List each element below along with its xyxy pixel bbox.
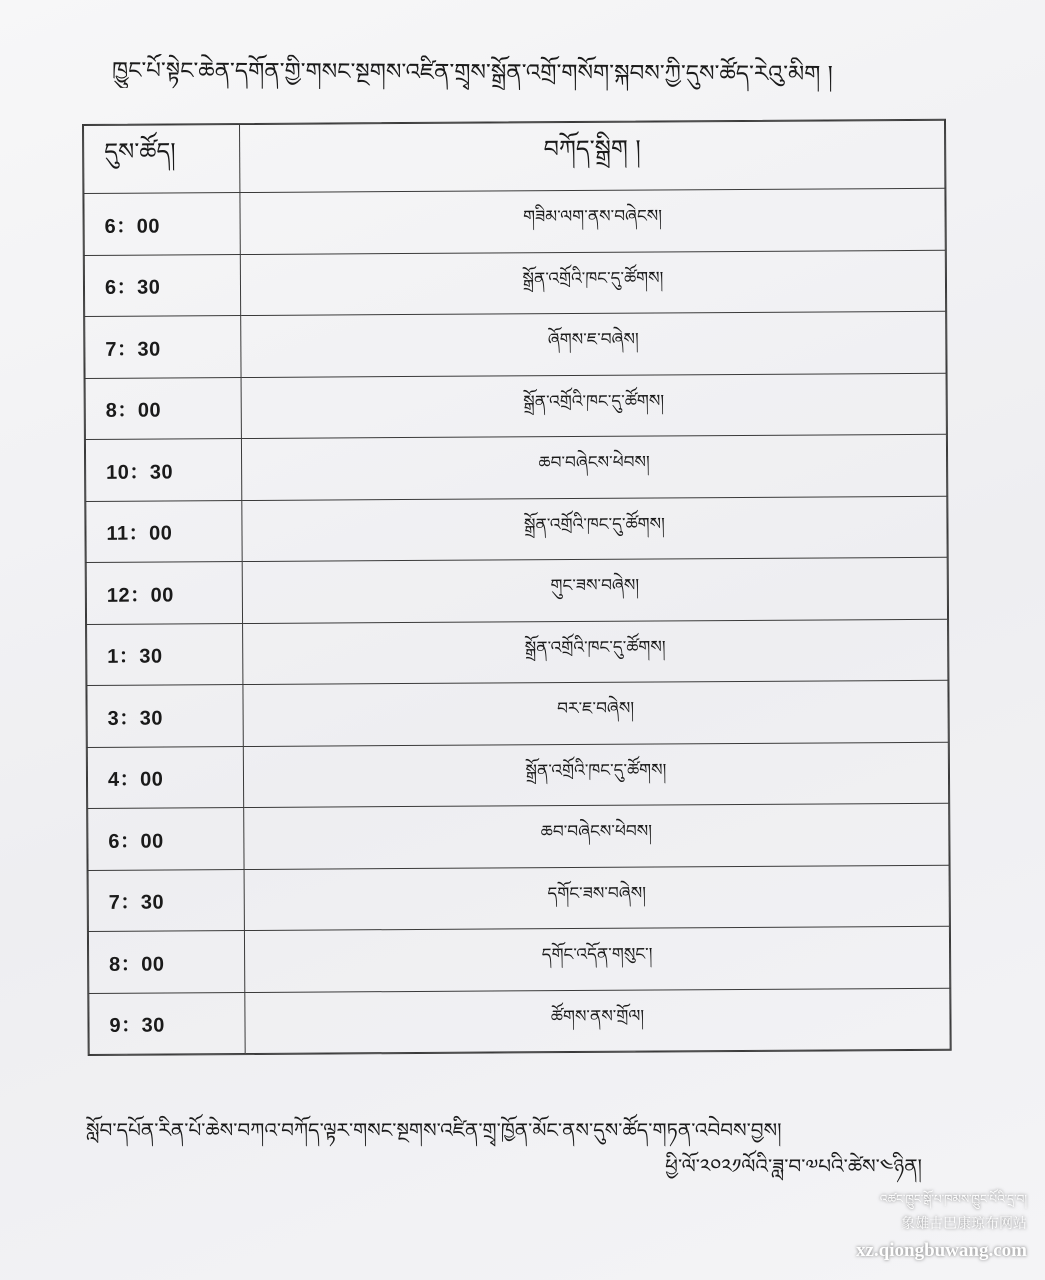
- activity-cell: ཞོགས་ཇ་བཞེས།: [241, 311, 946, 377]
- time-cell: 10：30: [85, 439, 241, 501]
- table-row: [87, 742, 948, 809]
- watermark-chinese-text: 象雄古巴康琼布网站: [901, 1216, 1027, 1232]
- time-cell: 12：00: [86, 562, 242, 624]
- table-row: [86, 496, 947, 563]
- time-cell: 11：00: [86, 500, 242, 562]
- table-row: [85, 373, 946, 440]
- activity-cell: སྒྲོན་འགྲོའི་ཁང་དུ་ཚོགས།: [243, 619, 948, 685]
- time-column-header: དུས་ཚོད།: [84, 125, 240, 194]
- time-cell: 8：00: [88, 931, 244, 993]
- table-row: [89, 988, 950, 1055]
- table-row: [84, 250, 945, 317]
- table-row: [87, 680, 948, 747]
- activity-cell: བར་ཇ་བཞེས།: [243, 680, 948, 746]
- activity-cell: སྒྲོན་འགྲོའི་ཁང་དུ་ཚོགས།: [240, 250, 945, 316]
- time-cell: 7：30: [88, 869, 244, 931]
- activity-cell: ཆབ་བཞེངས་ཕེབས།: [241, 434, 946, 500]
- activity-cell: དགོང་ཟས་བཞེས།: [244, 865, 949, 931]
- activity-cell: སྒྲོན་འགྲོའི་ཁང་དུ་ཚོགས།: [243, 742, 948, 808]
- table-header-row: [84, 120, 945, 193]
- document-title: ཁྱུང་པོ་སྟེང་ཆེན་དགོན་གྱི་གསང་སྔགས་འཛིན་གྲྭས་སྒྲོན་འགྲོ་གསོག་སྐབས་ཀྱི་དུས་ཚོད་རེའུ་མིག །: [111, 57, 833, 88]
- time-cell: 8：00: [85, 377, 241, 439]
- website-watermark: [787, 1190, 1027, 1264]
- time-cell: 7：30: [85, 316, 241, 378]
- footer-date: ཕྱི་ལོ་༢༠༢༡ལོའི་ཟླ་བ་༧པའི་ཚེས་༤ཉིན།: [665, 1154, 922, 1178]
- table-row: [84, 188, 945, 255]
- footer-note: [86, 1112, 936, 1184]
- activity-cell: དགོང་འདོན་གསུང་།: [244, 926, 949, 992]
- table-row: [85, 311, 946, 378]
- time-cell: 9：30: [89, 992, 245, 1054]
- table-row: [86, 557, 947, 624]
- schedule-table: [82, 119, 952, 1056]
- table-row: [85, 434, 946, 501]
- time-cell: 6：00: [88, 808, 244, 870]
- table-row: [88, 926, 949, 993]
- time-cell: 6：30: [84, 254, 240, 316]
- activity-cell: ཚོགས་ནས་གྲོལ།: [245, 988, 950, 1054]
- activity-cell: སྒྲོན་འགྲོའི་ཁང་དུ་ཚོགས།: [242, 496, 947, 562]
- time-cell: 1：30: [87, 623, 243, 685]
- footer-statement: སློབ་དཔོན་རིན་པོ་ཆེས་བཀའ་བཀོད་ལྟར་གསང་སྔགས་འཛིན་གྲྭ་ཁྱོན་མོང་ནས་དུས་ཚོད་གཏན་འབེབས་བྱས།: [86, 1118, 782, 1142]
- activity-cell: ཆབ་བཞེངས་ཕེབས།: [244, 803, 949, 869]
- activity-column-header: བཀོད་སྒྲིག །: [240, 120, 945, 192]
- watermark-url: xz.qiongbuwang.com: [855, 1240, 1027, 1261]
- activity-cell: སྒྲོན་འགྲོའི་ཁང་དུ་ཚོགས།: [241, 373, 946, 439]
- activity-cell: གུང་ཟས་བཞེས།: [242, 557, 947, 623]
- time-cell: 4：00: [87, 746, 243, 808]
- table-row: [88, 803, 949, 870]
- table-row: [88, 865, 949, 932]
- watermark-tibetan-text: འཚང་ཁྱུང་སྒོ་པ་ཁམས་ཁྱུང་པོའི་དྲ་བ།: [879, 1192, 1027, 1206]
- time-cell: 3：30: [87, 685, 243, 747]
- activity-cell: གཟིམ་ལག་ནས་བཞེངས།: [240, 188, 945, 254]
- table-row: [87, 619, 948, 686]
- time-cell: 6：00: [84, 193, 240, 255]
